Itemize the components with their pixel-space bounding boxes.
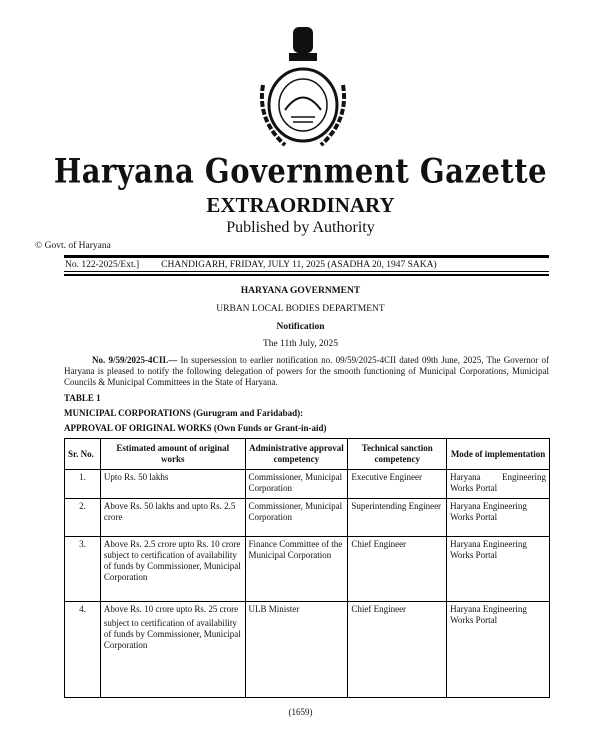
- table-header-row: [65, 439, 550, 470]
- table-row: [65, 537, 550, 602]
- cell: Haryana Engineering Works Portal: [447, 470, 550, 499]
- haryana-seal-emblem: [255, 25, 351, 151]
- published-by-authority: Published by Authority: [226, 219, 375, 236]
- table-subheading: APPROVAL OF ORIGINAL WORKS (Own Funds or Grant-in-aid): [64, 423, 327, 433]
- cell: [100, 602, 245, 698]
- cell-text: Above Rs. 10 crore upto Rs. 25 crore: [103, 604, 239, 614]
- cell: Commissioner, Municipal Corporation: [245, 499, 348, 537]
- cell: Superintending Engineer: [348, 499, 447, 537]
- cell: Haryana Engineering Works Portal: [447, 499, 550, 537]
- cell: 1.: [65, 470, 101, 499]
- header-mode: Mode of implementation: [447, 439, 550, 470]
- page-number: (1659): [288, 707, 313, 717]
- header-admin: Administrative approval competency: [245, 439, 348, 470]
- notification-body: [64, 355, 549, 388]
- cell: Commissioner, Municipal Corporation: [245, 470, 348, 499]
- cell: Above Rs. 2.5 crore upto Rs. 10 crore subject to certification of availability of funds by Commissioner, Municipal Corporation: [100, 537, 245, 602]
- header-technical: Technical sanction competency: [348, 439, 447, 470]
- table-row: [65, 602, 550, 698]
- cell: Haryana Engineering Works Portal: [447, 602, 550, 698]
- divider: [64, 271, 549, 272]
- issue-line: [65, 260, 549, 270]
- table-row: [65, 470, 550, 499]
- divider: [64, 255, 549, 258]
- delegation-table: [64, 438, 550, 698]
- cell: Upto Rs. 50 lakhs: [100, 470, 245, 499]
- notification-heading: Notification: [276, 322, 325, 332]
- issue-date: CHANDIGARH, FRIDAY, JULY 11, 2025 (ASADHA 20, 1947 SAKA): [161, 260, 437, 270]
- cell: Haryana Engineering Works Portal: [447, 537, 550, 602]
- header-amount: Estimated amount of original works: [100, 439, 245, 470]
- divider: [64, 274, 549, 276]
- cell: 2.: [65, 499, 101, 537]
- cell: Above Rs. 50 lakhs and upto Rs. 2.5 crore: [100, 499, 245, 537]
- cell: ULB Minister: [245, 602, 348, 698]
- cell-text: subject to certification of availability of funds by Commissioner, Municipal Corporation: [103, 618, 241, 650]
- government-heading: HARYANA GOVERNMENT: [240, 286, 361, 296]
- extraordinary-label: EXTRAORDINARY: [206, 193, 395, 217]
- cell: Finance Committee of the Municipal Corporation: [245, 537, 348, 602]
- cell: 3.: [65, 537, 101, 602]
- notification-text: In supersession to earlier notification no. 09/59/2025-4CII dated 09th June, 2025, The Governor of Haryana is pleased to notify the following delegation of powers for the smooth functioning of Municipal Corporations, Municipal Councils & Municipal Committees in the State of Haryana.: [64, 355, 549, 387]
- department-heading: URBAN LOCAL BODIES DEPARTMENT: [216, 304, 385, 314]
- table-row: [65, 499, 550, 537]
- table-heading: MUNICIPAL CORPORATIONS (Gurugram and Faridabad):: [64, 408, 304, 418]
- copyright: © Govt. of Haryana: [35, 241, 111, 251]
- cell: Chief Engineer: [348, 537, 447, 602]
- issue-number: No. 122-2025/Ext.]: [65, 260, 140, 270]
- cell: Chief Engineer: [348, 602, 447, 698]
- header-sr: Sr. No.: [65, 439, 101, 470]
- gazette-title: Haryana Government Gazette: [53, 151, 548, 191]
- cell: 4.: [65, 602, 101, 698]
- notification-date: The 11th July, 2025: [262, 339, 339, 349]
- cell: Executive Engineer: [348, 470, 447, 499]
- table-label: TABLE 1: [64, 393, 101, 403]
- notification-ref: No. 9/59/2025-4CII.—: [92, 355, 178, 365]
